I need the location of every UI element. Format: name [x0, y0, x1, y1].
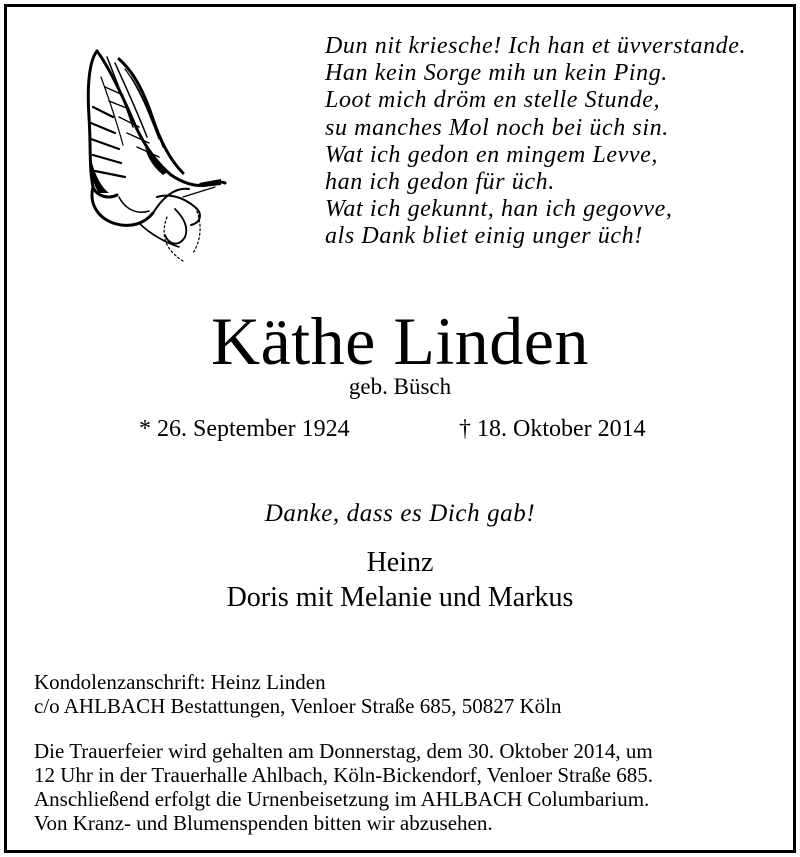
poem-line: Dun nit kriesche! Ich han et üvverstande. — [325, 33, 747, 59]
family-member: Heinz — [366, 547, 434, 578]
condolence-line: Kondolenzanschrift: Heinz Linden — [34, 670, 326, 694]
family-member: Doris mit Melanie und Markus — [226, 582, 574, 613]
poem-line: han ich gedon für üch. — [325, 169, 555, 196]
notice-line: Von Kranz- und Blumenspenden bitten wir abzusehen. — [34, 811, 493, 835]
poem-line: als Dank bliet einig unger üch! — [325, 223, 643, 250]
poem — [325, 33, 746, 251]
poem-line: Wat ich gedon en mingem Levve, — [325, 141, 659, 168]
birth-date: * 26. September 1924 — [139, 416, 350, 442]
poem-line: Loot mich dröm en stelle Stunde, — [325, 87, 661, 114]
notice-line: 12 Uhr in der Trauerhalle Ahlbach, Köln-Bickendorf, Venloer Straße 685. — [34, 763, 653, 787]
notice-line: Anschließend erfolgt die Urnenbeisetzung im AHLBACH Columbarium. — [34, 787, 650, 811]
poem-line: su manches Mol noch bei üch sin. — [325, 114, 669, 141]
family-signatures — [7, 545, 793, 615]
poem-line: Wat ich gekunnt, han ich gegovve, — [325, 196, 673, 223]
thanks-line: Danke, dass es Dich gab! — [264, 500, 536, 527]
obituary-notice — [4, 4, 796, 853]
deceased-name: Käthe Linden — [211, 303, 589, 379]
condolence-address — [34, 670, 561, 718]
birth-name: geb. Büsch — [348, 374, 452, 399]
condolence-line: c/o AHLBACH Bestattungen, Venloer Straße 685, 50827 Köln — [34, 694, 562, 718]
poem-line: Han kein Sorge mih un kein Ping. — [325, 60, 668, 87]
notice-line: Die Trauerfeier wird gehalten am Donnerstag, dem 30. Oktober 2014, um — [34, 739, 653, 763]
death-date: † 18. Oktober 2014 — [459, 416, 646, 442]
funeral-notice — [34, 739, 653, 835]
praying-hands-icon — [79, 47, 229, 262]
